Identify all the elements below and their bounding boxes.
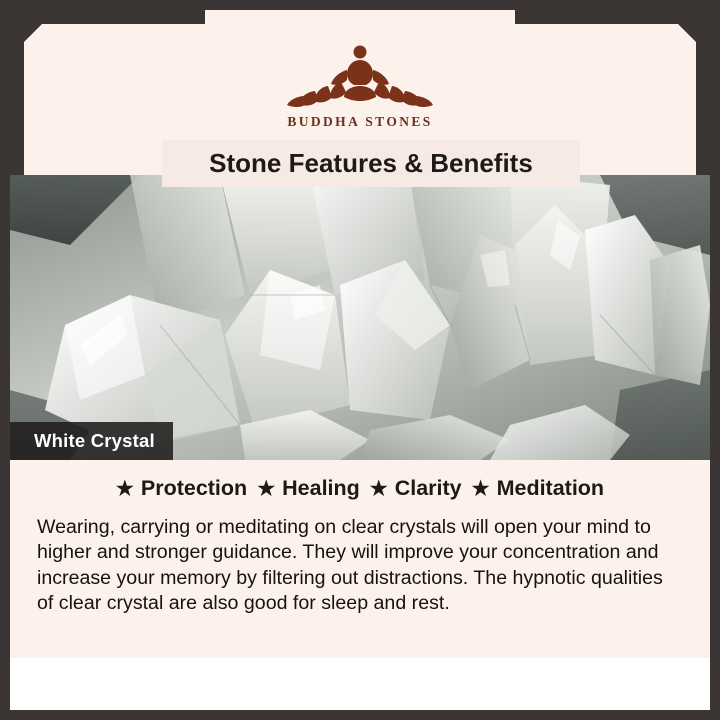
- star-icon: ★: [471, 477, 490, 500]
- star-icon: ★: [369, 477, 388, 500]
- star-icon: ★: [257, 477, 276, 500]
- description-paragraph: Wearing, carrying or meditating on clear crystals will open your mind to higher and stronger guidance. They will improve your concentration and increase your memory by filtering out distractions. The hypnotic qualities of clear crystal are also good for sleep and rest.: [37, 516, 663, 615]
- benefit-label: Clarity: [394, 476, 462, 500]
- benefits-list: [10, 460, 710, 511]
- lotus-buddha-icon: [285, 36, 435, 112]
- photo-caption: White Crystal: [10, 422, 173, 460]
- footer-blank-strip: [10, 658, 710, 710]
- benefit-label: Healing: [282, 476, 360, 500]
- crystal-photo: [10, 175, 710, 460]
- benefit-item: [370, 476, 462, 501]
- page-title-text: Stone Features & Benefits: [209, 148, 533, 178]
- star-icon: ★: [115, 477, 134, 500]
- benefit-item: [116, 476, 247, 501]
- page-title: [162, 140, 580, 187]
- benefit-label: Protection: [140, 476, 248, 500]
- brand-header: [10, 36, 710, 146]
- benefit-item: [472, 476, 604, 501]
- benefit-label: Meditation: [496, 476, 605, 500]
- benefit-item: [257, 476, 360, 501]
- brand-name: BUDDHA STONES: [287, 114, 433, 129]
- poster-inner-panel: [10, 10, 710, 710]
- crystal-photo-graphic: [10, 175, 710, 460]
